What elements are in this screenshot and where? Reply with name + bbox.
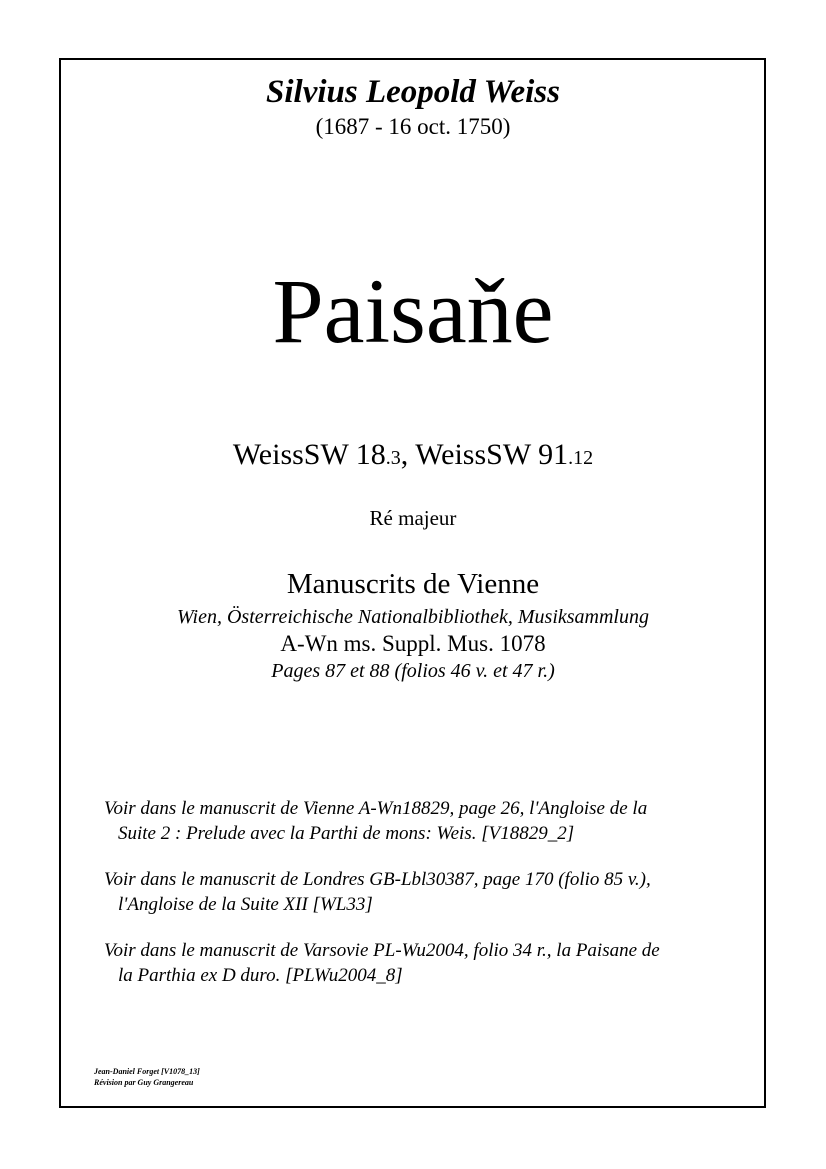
key-signature: Ré majeur bbox=[369, 506, 457, 530]
note-line: Voir dans le manuscrit de Varsovie PL-Wu2004, folio 34 r., la Paisane de bbox=[104, 940, 660, 961]
source-shelfmark: A-Wn ms. Suppl. Mus. 1078 bbox=[280, 631, 546, 656]
source-pages: Pages 87 et 88 (folios 46 v. et 47 r.) bbox=[271, 660, 555, 682]
composer-dates: (1687 - 16 oct. 1750) bbox=[315, 114, 511, 139]
composer-name: Silvius Leopold Weiss bbox=[266, 74, 560, 110]
catalog-b: WeissSW 91 bbox=[415, 438, 569, 471]
credit-author: Jean-Daniel Forget [V1078_13] bbox=[94, 1067, 200, 1076]
note-vienna bbox=[104, 796, 744, 846]
note-line: la Parthia ex D duro. [PLWu2004_8] bbox=[118, 965, 403, 986]
source-library: Wien, Österreichische Nationalbibliothek, Musiksammlung bbox=[177, 606, 649, 628]
note-warsaw bbox=[104, 938, 744, 988]
catalog-a: WeissSW 18 bbox=[232, 438, 386, 471]
piece-title: Paisaňe bbox=[272, 260, 554, 362]
credit-revision: Révision par Guy Grangereau bbox=[94, 1078, 194, 1087]
catalog-b-suffix: .12 bbox=[568, 447, 594, 469]
source-name: Manuscrits de Vienne bbox=[286, 568, 540, 600]
note-line: Suite 2 : Prelude avec la Parthi de mons: Weis. [V18829_2] bbox=[118, 823, 575, 844]
note-line: l'Angloise de la Suite XII [WL33] bbox=[118, 894, 373, 915]
catalog-separator: , bbox=[400, 438, 416, 471]
catalog-numbers bbox=[0, 438, 826, 472]
catalog-a-suffix: .3 bbox=[385, 447, 401, 469]
note-line: Voir dans le manuscrit de Vienne A-Wn18829, page 26, l'Angloise de la bbox=[104, 798, 648, 819]
credits bbox=[94, 1066, 200, 1088]
note-line: Voir dans le manuscrit de Londres GB-Lbl30387, page 170 (folio 85 v.), bbox=[104, 869, 651, 890]
note-london bbox=[104, 867, 744, 917]
